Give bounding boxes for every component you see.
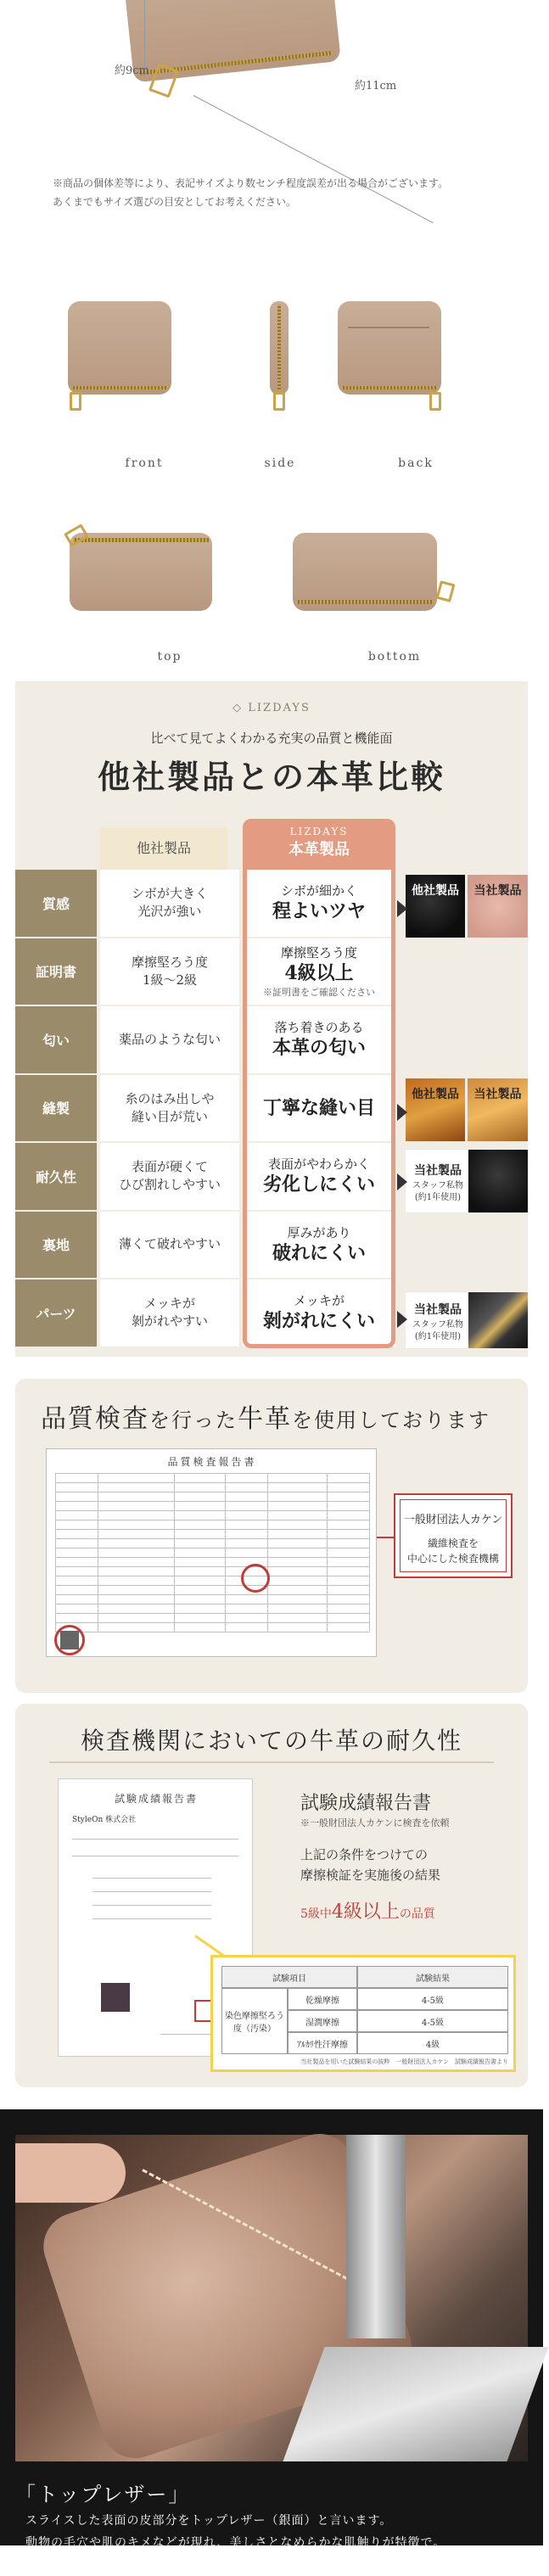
grade-suffix: の品質 xyxy=(399,1907,435,1921)
wallet-top-image xyxy=(70,533,212,611)
row-label: 耐久性 xyxy=(15,1143,97,1210)
thumb-other-texture xyxy=(406,875,465,938)
size-note-line-2: あくまでもサイズ選びの目安としてお考えください。 xyxy=(53,196,297,208)
durability-title: 検査機関においての牛革の耐久性 xyxy=(49,1722,494,1763)
thumb-ours-stitch-tag: 当社製品 xyxy=(473,1088,522,1101)
other-cell-line: シボが大きく xyxy=(131,886,208,902)
other-cell-line: 摩擦堅ろう度 xyxy=(131,954,208,970)
leather-photo xyxy=(468,1150,528,1212)
thumb-ours-stitch xyxy=(468,1078,528,1141)
table-row-1-name: 乾燥摩擦 xyxy=(288,1988,357,2010)
report-grade xyxy=(300,1897,435,1924)
ours-cell xyxy=(243,1143,395,1210)
top-leather-section xyxy=(0,2109,543,2572)
other-cell-line: 糸のはみ出しや xyxy=(125,1090,215,1106)
doc-grid-line xyxy=(55,1613,369,1614)
top-leather-body xyxy=(25,2510,535,2576)
thumb-other-stitch xyxy=(406,1078,465,1141)
brand-name: LIZDAYS xyxy=(248,702,311,714)
parts-staff-small-2: (約1年使用) xyxy=(414,1332,462,1341)
zipper-photo xyxy=(468,1292,528,1348)
ours-cell xyxy=(243,1006,395,1073)
inspection-section xyxy=(15,1379,528,1693)
doc-grid-line xyxy=(55,1594,369,1595)
doc-grid-line xyxy=(55,1482,369,1483)
table-head-result: 試験結果 xyxy=(357,1966,508,1988)
column-header-ours-label: 本革製品 xyxy=(289,841,350,859)
thumb-durability xyxy=(406,1150,528,1212)
comparison-title: 他社製品との本革比較 xyxy=(97,758,445,796)
durability-staff-small-2: (約1年使用) xyxy=(414,1193,462,1202)
size-note xyxy=(53,174,528,211)
diamond-icon: ◇ xyxy=(232,702,244,714)
doc-grid-vline xyxy=(369,1473,370,1632)
column-header-ours xyxy=(243,819,395,870)
report-small-note: ※一般財団法人カケンに検査を依頼 xyxy=(300,1817,450,1828)
parts-staff-tag: 当社製品 xyxy=(414,1303,462,1317)
thumb-other-tag: 他社製品 xyxy=(412,884,459,898)
row-label: 匂い xyxy=(15,1006,97,1073)
top-leather-line-2: 動物の毛穴や肌のキメなどが現れ、美しさとなめらかな肌触りが特徴で。 xyxy=(25,2536,446,2550)
row-label: 縫製 xyxy=(15,1075,97,1142)
thumb-parts xyxy=(406,1292,528,1348)
ours-cell-big: 破れにくい xyxy=(272,1241,366,1264)
thumb-other-stitch-tag: 他社製品 xyxy=(412,1088,459,1101)
doc-grid-line xyxy=(55,1585,369,1586)
label-side: side xyxy=(264,456,296,470)
ours-cell-small: 摩擦堅ろう度 xyxy=(280,944,357,960)
ours-cell-big: 丁寧な縫い目 xyxy=(262,1096,375,1119)
other-cell-line: 表面が硬くて xyxy=(131,1159,208,1175)
other-cell-line: 1級～2級 xyxy=(142,972,198,988)
inspection-doc-title: 品質検査報告書 xyxy=(167,1456,257,1468)
wallet-side-image xyxy=(270,301,289,395)
table-row-3-name: ｱﾙｶﾘ性汗摩擦 xyxy=(288,2032,357,2054)
wallet-front-image xyxy=(68,301,171,395)
arrow-icon xyxy=(397,900,407,917)
ours-cell xyxy=(243,1075,395,1142)
other-cell xyxy=(100,1143,239,1210)
comparison-subtitle: 比べて見てよくわかる充実の品質と機能面 xyxy=(150,731,393,746)
inspection-title-part-4: 牛革 xyxy=(238,1404,292,1434)
other-cell xyxy=(100,1212,239,1279)
durability-section xyxy=(15,1704,528,2087)
highlight-circle xyxy=(54,1625,85,1655)
zipper-pull-icon xyxy=(273,392,285,411)
ours-cell-big: 4級以上 xyxy=(284,961,354,984)
inspection-title-part-1: 品質 xyxy=(41,1404,95,1434)
ours-cell-small: 落ち着きのある xyxy=(274,1020,364,1036)
doc-grid-vline xyxy=(174,1473,175,1632)
callout-connector xyxy=(377,1537,394,1538)
column-header-ours-brand: LIZDAYS xyxy=(289,826,349,837)
inspection-report-document xyxy=(46,1448,377,1657)
other-cell xyxy=(100,870,239,937)
other-cell-line: 光沢が強い xyxy=(137,904,202,920)
other-cell-line: メッキが xyxy=(143,1296,195,1312)
callout-title: 一般財団法人カケン xyxy=(403,1514,503,1526)
wallet-back-image xyxy=(338,301,441,395)
ours-cell-small: 表面がやわらかく xyxy=(267,1156,370,1173)
other-cell-line: 縫い目が荒い xyxy=(131,1108,208,1124)
wallet-bottom-image xyxy=(293,533,437,611)
presser-foot xyxy=(346,2135,406,2338)
ours-cell-note: ※証明書をご確認ください xyxy=(263,986,375,998)
ours-cell-small: メッキが xyxy=(293,1293,345,1309)
durability-staff-tag: 当社製品 xyxy=(414,1164,462,1178)
row-label: 裏地 xyxy=(15,1212,97,1279)
table-row-1-result: 4-5級 xyxy=(357,1988,508,2010)
other-cell-line: 薄くて破れやすい xyxy=(118,1236,221,1252)
parts-staff-small-1: スタッフ私物 xyxy=(412,1320,463,1330)
size-section xyxy=(0,0,543,255)
doc-grid-line xyxy=(55,1473,369,1474)
ours-cell-big: 本革の匂い xyxy=(272,1037,366,1060)
doc-grid-line xyxy=(55,1566,369,1567)
thumb-ours-texture xyxy=(468,875,528,938)
doc-grid-line xyxy=(55,1538,369,1539)
row-label: 質感 xyxy=(15,870,97,937)
doc-grid-line xyxy=(55,1557,369,1558)
label-top: top xyxy=(157,650,182,664)
inspection-title-part-5: を使用しております xyxy=(292,1408,490,1432)
grade-big: 4級以上 xyxy=(331,1901,400,1923)
callout-line-2: 中心にした検査機構 xyxy=(406,1553,499,1565)
label-front: front xyxy=(125,456,164,470)
zipper-pull-icon xyxy=(435,580,455,602)
ours-cell-small: シボが細かく xyxy=(280,883,357,899)
doc-grid-line xyxy=(55,1529,369,1530)
callout-line-1: 繊維検査を xyxy=(427,1537,479,1549)
result-table xyxy=(210,1955,516,2072)
row-label: 証明書 xyxy=(15,938,97,1005)
doc-grid-vline xyxy=(267,1473,268,1632)
doc-grid-vline xyxy=(225,1473,226,1632)
row-label: パーツ xyxy=(15,1280,97,1347)
inspection-title xyxy=(41,1397,516,1435)
arrow-icon xyxy=(397,1311,407,1328)
test-doc-title: 試験成績報告書 xyxy=(114,1793,198,1805)
report-body-line-1: 上記の条件をつけての xyxy=(300,1847,429,1862)
table-row-2-result: 4-5級 xyxy=(357,2010,508,2032)
comparison-section xyxy=(15,681,528,1357)
label-bottom: bottom xyxy=(367,650,422,664)
wallet-size-image xyxy=(121,0,341,82)
height-label: 約9cm xyxy=(115,64,149,77)
ours-cell-big: 剝がれにくい xyxy=(262,1310,375,1333)
needle-plate xyxy=(283,2347,548,2461)
zipper-pull-icon xyxy=(70,392,81,411)
doc-grid-vline xyxy=(327,1473,328,1632)
table-footnote: 当社製品を用いた試験結果の抜粋 一般財団法人カケン 試験成績報告書より xyxy=(300,2058,508,2065)
report-heading: 試験成績報告書 xyxy=(300,1793,432,1814)
sample-swatch xyxy=(101,1983,130,2012)
thumb-ours-tag: 当社製品 xyxy=(473,884,522,898)
doc-grid-line xyxy=(55,1622,369,1623)
other-cell xyxy=(100,1280,239,1347)
inspection-title-part-2: 検査 xyxy=(95,1404,149,1434)
arrow-icon xyxy=(397,1104,407,1121)
label-back: back xyxy=(398,456,434,470)
ours-cell xyxy=(243,870,395,937)
ours-cell xyxy=(243,1280,395,1347)
sewing-machine-photo xyxy=(15,2135,528,2461)
kaken-callout xyxy=(394,1493,513,1578)
top-leather-title: 「トップレザー」 xyxy=(15,2483,191,2506)
grade-prefix: 5級中 xyxy=(300,1907,332,1921)
doc-grid-line xyxy=(55,1501,369,1502)
top-leather-line-1: スライスした表面の皮部分をトップレザー（銀面）と言います。 xyxy=(25,2514,393,2528)
test-doc-company: StyleOn 株式会社 xyxy=(72,1816,137,1824)
zipper-pull-icon xyxy=(429,392,441,411)
doc-grid-line xyxy=(55,1510,369,1511)
ours-cell xyxy=(243,938,395,1005)
top-leather-line-3: 皮本来の質感をそのまま生かし柔軟で、きめ細かく強度があります。 xyxy=(25,2558,419,2572)
table-row-3-result: 4級 xyxy=(357,2032,508,2054)
inspection-title-part-3: を行った xyxy=(149,1408,238,1432)
highlight-circle xyxy=(241,1564,270,1593)
size-note-line-1: ※商品の個体差等により、表記サイズより数センチ程度誤差が出る場合がございます。 xyxy=(53,177,449,189)
table-group-label: 染色摩擦堅ろう度（汚染） xyxy=(221,1988,288,2054)
other-cell-line: 剝がれやすい xyxy=(131,1313,208,1330)
column-header-other-label: 他社製品 xyxy=(136,840,191,856)
column-header-other xyxy=(100,827,227,870)
brand-logo xyxy=(15,702,528,714)
ours-cell xyxy=(243,1212,395,1279)
ours-cell-big: 劣化しにくい xyxy=(262,1173,375,1196)
other-cell xyxy=(100,938,239,1005)
report-body-line-2: 摩擦検証を実施後の結果 xyxy=(300,1868,441,1883)
ours-cell-small: 厚みがあり xyxy=(287,1224,351,1240)
other-cell xyxy=(100,1075,239,1142)
arrow-icon xyxy=(397,1173,407,1190)
width-label: 約11cm xyxy=(355,80,397,92)
other-cell-line: ひび割れしやすい xyxy=(118,1177,221,1193)
doc-grid-vline xyxy=(55,1473,56,1632)
other-cell xyxy=(100,1006,239,1073)
table-head-item: 試験項目 xyxy=(221,1966,357,1988)
other-cell-line: 薬品のような匂い xyxy=(118,1031,221,1047)
finger-shape xyxy=(15,2143,126,2203)
ours-cell-big: 程よいツヤ xyxy=(272,900,366,923)
durability-staff-small-1: スタッフ私物 xyxy=(412,1181,463,1190)
table-row-2-name: 湿潤摩擦 xyxy=(288,2010,357,2032)
